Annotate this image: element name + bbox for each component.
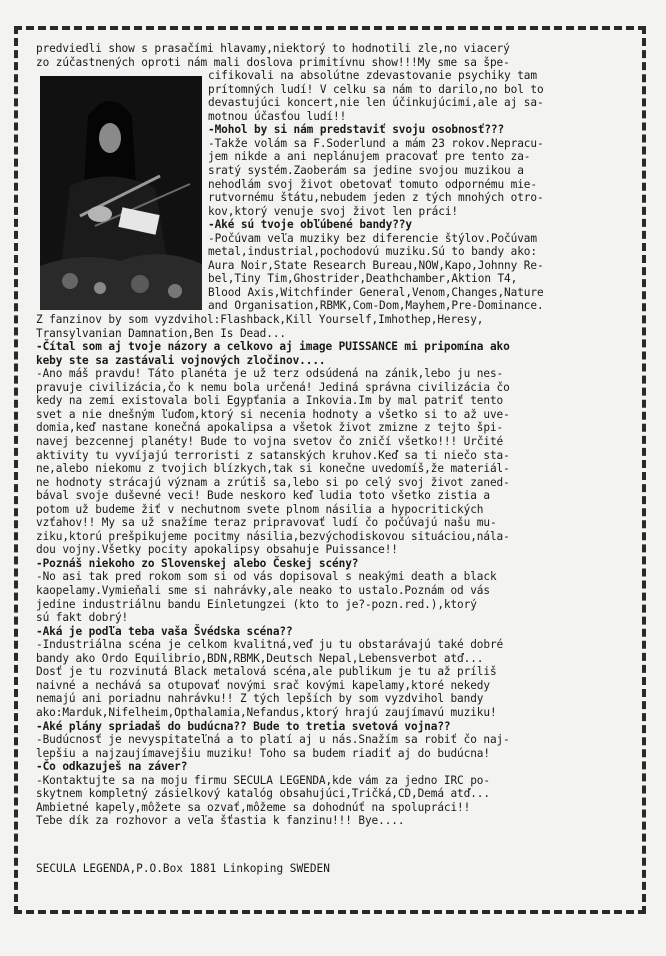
article-line: -Čítal som aj tvoje názory a celkovo aj image PUISSANCE mi pripomína ako <box>36 340 510 354</box>
article-line: -Industriálna scéna je celkom kvalitná,veď ju tu obstarávajú také dobré <box>36 638 504 652</box>
article-line: cifikovali na absolútne zdevastovanie psychiky tam <box>208 69 537 83</box>
article-line: -Aké sú tvoje obľúbené bandy??y <box>208 218 412 232</box>
article-line: -Poznáš niekoho zo Slovenskej alebo Českej scény? <box>36 556 359 570</box>
article-line: aktivity tu vyvíjajú terroristi z satanských kruhov.Keď sa ti niečo sta- <box>36 448 510 462</box>
article-line: bandy ako Ordo Equilibrio,BDN,RBMK,Deutsch Nepal,Lebensverbot atď... <box>36 651 484 665</box>
article-line: Dosť je tu rozvinutá Black metalová scéna,ale publikum je tu až príliš <box>36 665 497 679</box>
dashed-border-bottom <box>14 910 646 914</box>
article-line: -Mohol by si nám predstaviť svoju osobnosť??? <box>208 123 505 137</box>
article-line: dou vojny.Všetky pocity apokalipsy obsahuje Puissance!! <box>36 543 398 557</box>
article-line: Z fanzinov by som vyzdvihol:Flashback,Kill Yourself,Imhothep,Heresy, <box>36 313 484 326</box>
article-line: -Budúcnosť je nevyspitateľná a to platí aj u nás.Snažím sa robiť čo naj- <box>36 733 510 747</box>
article-line: Aura Noir,State Research Bureau,NOW,Kapo,Johnny Re- <box>208 258 544 272</box>
article-line: predviedli show s prasačími hlavamy,niektorý to hodnotili zle,no viacerý <box>36 42 510 55</box>
article-line: -Kontaktujte sa na moju firmu SECULA LEGENDA,kde vám za jedno IRC po- <box>36 773 490 787</box>
article-line: sratý systém.Zaoberám sa jedine svojou muzikou a <box>208 163 524 177</box>
article-line: -Čo odkazuješ na záver? <box>36 760 188 774</box>
article-line: motnou účasťou ludí!! <box>208 109 347 123</box>
article-line: rutvornému štátu,nebudem jeden z tých mnohých otro- <box>208 191 544 205</box>
article-line: ne hodnoty strácajú význam a zrútiš sa,lebo si po celý svoj život zaned- <box>36 475 510 489</box>
article-line: jem nikde a ani neplánujem pracovať pre tento za- <box>208 150 531 164</box>
dashed-border-left <box>14 26 18 914</box>
article-line: ako:Marduk,Nifelheim,Opthalamia,Nefandus,ktorý hrajú zaujímavú muziku! <box>36 705 497 719</box>
article-line: Ambietné kapely,môžete sa ozvať,môžeme sa dohodnúť na spolupráci!! <box>36 800 471 814</box>
article-line: -No asi tak pred rokom som si od vás dopisoval s neakými death a black <box>36 570 497 584</box>
article-line: kaopelamy.Vymieňali sme si nahrávky,ale neako to ustalo.Poznám od vás <box>36 584 490 597</box>
article-line: ziku,ktorú prešpikujeme pocitmy násilia,bezvýchodiskovou situáciou,nála- <box>36 529 510 543</box>
article-line: jedine industriálnu bandu Einletungzei (kto to je?-pozn.red.),ktorý <box>36 597 477 611</box>
article-line: sú fakt dobrý! <box>36 611 129 625</box>
article-line: -Aká je podľa teba vaša Švédska scéna?? <box>36 624 293 638</box>
article-line: navej bezcennej planéty! Bude to vojna svetov čo zničí všetko!!! Určité <box>36 434 504 448</box>
article-line: prítomných ludí! V celku sa nám to darilo,no bol to <box>208 82 544 96</box>
article-line: potom už budeme žiť v nechutnom svete plnom násilia a hypocritických <box>36 502 484 516</box>
article-line: kedy na zemi existovala boli Egypťania a Inkovia.Im by mal patriť tento <box>36 394 504 408</box>
dashed-border-top <box>14 26 646 30</box>
article-line: nemajú ani poriadnu nahrávku!! Z tých lepších by som vyzdvihol bandy <box>36 692 484 706</box>
band-member-photo <box>40 76 202 310</box>
article-line: nehodlám svoj život obetovať tomuto odpornému mie- <box>208 177 537 191</box>
article-line: kov,ktorý venuje svoj život len práci! <box>208 204 459 218</box>
article-line: -Aké plány spriadaš do budúcna?? Bude to tretia svetová vojna?? <box>36 719 451 733</box>
article-line: skytnem kompletný zásielkový katalóg obsahujúci,Tričká,CD,Demá atď... <box>36 787 490 801</box>
article-line: -Ano máš pravdu! Táto planéta je už terz odsúdená na zánik,lebo ju nes- <box>36 367 504 381</box>
article-line: Transylvanian Damnation,Ben Is Dead... <box>36 326 287 340</box>
article-line: Blood Axis,Witchfinder General,Venom,Changes,Nature <box>208 285 544 299</box>
article-line: pravuje civilizácia,čo k nemu bola určená! Jediná správna civilizácia čo <box>36 380 510 394</box>
article-line: bával svoje duševné veci! Bude neskoro keď ludia toto všetko zistia a <box>36 489 490 503</box>
article-line: -Počúvam veľa muziky bez diferencie štýlov.Počúvam <box>208 231 537 245</box>
article-line: devastujúci koncert,nie len účinkujúcimi,ale aj sa- <box>208 96 544 110</box>
article-line: metal,industrial,pochodovú muziku.Sú to bandy ako: <box>208 245 537 259</box>
article-line: bel,Tiny Tim,Ghostrider,Deathchamber,Aktion T4, <box>208 272 518 286</box>
article-line: ne,alebo niekomu z tvojich blízkych,tak si konečne uvedomíš,že materiál- <box>36 462 510 476</box>
contact-signature: SECULA LEGENDA,P.O.Box 1881 Linkoping SWEDEN <box>36 862 330 875</box>
article-line: naivné a nechává sa otupovať novými srač kovými kapelamy,ktoré nekedy <box>36 678 490 692</box>
article-line: -Takže volám sa F.Soderlund a mám 23 rokov.Nepracu- <box>208 136 544 150</box>
article-line: vzťahov!! My sa už snažíme teraz pripravovať ludí čo počúvajú našu mu- <box>36 516 497 530</box>
article-line: domia,keď nastane konečná apokalipsa a všetok život zmizne z tejto špi- <box>36 421 504 435</box>
article-line: zo zúčastnených oproti nám mali doslova primitívnu show!!!My sme sa špe- <box>36 55 510 69</box>
article-line: keby ste sa zastávali vojnových zločinov.... <box>36 353 326 367</box>
article-line: svet a nie dnešným ľuďom,ktorý si necenia hodnoty a všetko si to až uve- <box>36 407 510 421</box>
article-line: Tebe dík za rozhovor a veľa šťastia k fanzinu!!! Bye.... <box>36 814 405 828</box>
article-line: lepšiu a najzaujímavejšiu muziku! Toho sa budem riadiť aj do budúcna! <box>36 746 490 760</box>
article-line: and Organisation,RBMK,Com-Dom,Mayhem,Pre-Dominance. <box>208 299 544 313</box>
